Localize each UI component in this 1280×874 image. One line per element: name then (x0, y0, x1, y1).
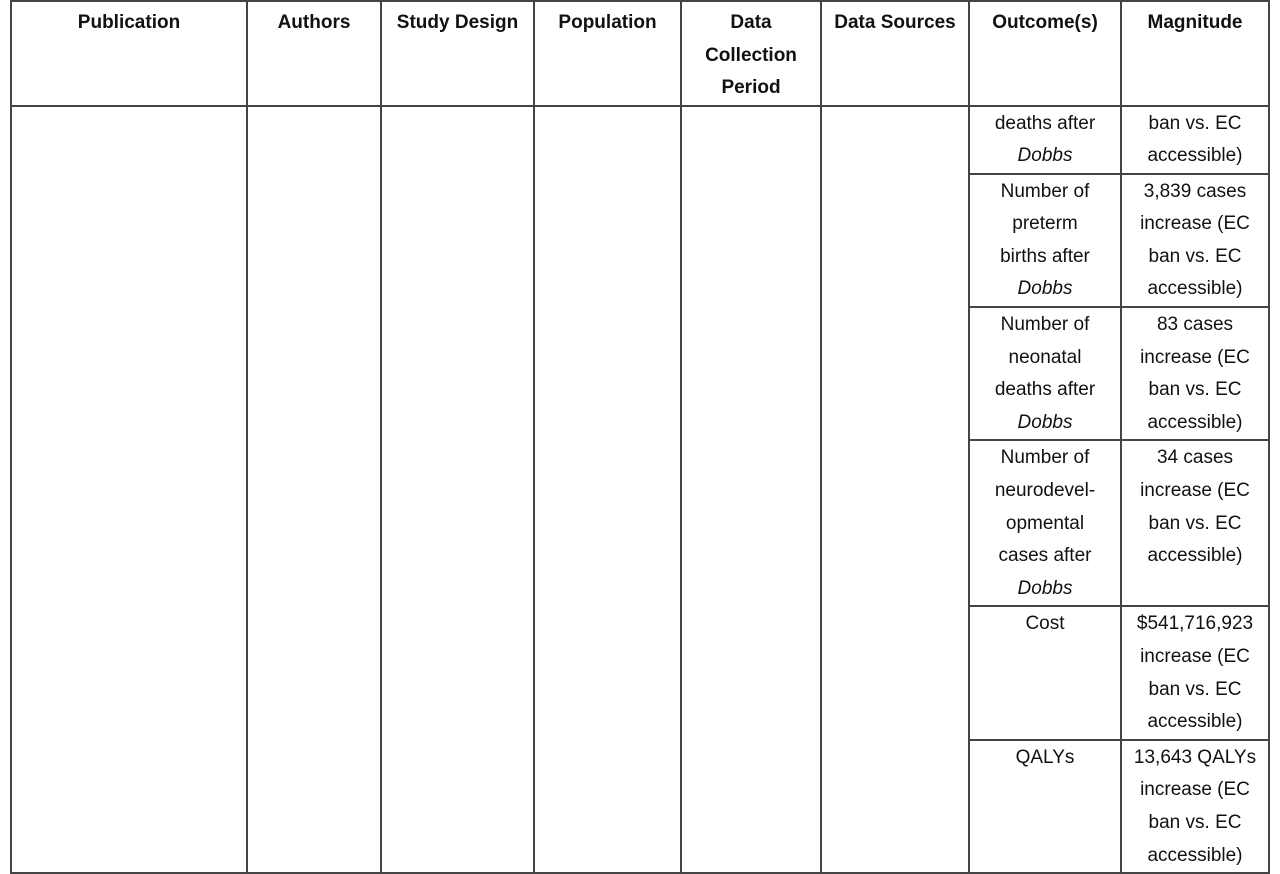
outcome-line: cases after (998, 545, 1092, 567)
magnitude-line: increase (EC (1140, 213, 1250, 235)
header-data-collection-period (681, 1, 821, 106)
outcome-line: QALYs (1015, 746, 1075, 768)
header-authors: Authors (247, 1, 381, 106)
magnitude-cell (1121, 106, 1269, 174)
magnitude-cell (1121, 307, 1269, 440)
authors-cell (247, 106, 381, 874)
outcome-line: Number of (1000, 447, 1090, 469)
magnitude-cell (1121, 740, 1269, 873)
outcome-cell (969, 307, 1121, 440)
magnitude-line: 34 cases (1156, 447, 1234, 469)
outcome-line: neurodevel- (994, 480, 1096, 502)
header-population: Population (534, 1, 681, 106)
header-outcomes: Outcome(s) (969, 1, 1121, 106)
outcome-line: Dobbs (1017, 278, 1073, 300)
magnitude-line: ban vs. EC (1148, 811, 1242, 833)
outcome-cell (969, 740, 1121, 873)
magnitude-cell (1121, 606, 1269, 739)
magnitude-line: ban vs. EC (1148, 112, 1242, 134)
header-magnitude: Magnitude (1121, 1, 1269, 106)
magnitude-line: $541,716,923 (1136, 613, 1254, 635)
outcome-line: preterm (1012, 213, 1078, 235)
outcome-line: Dobbs (1017, 145, 1073, 167)
magnitude-line: accessible) (1147, 145, 1243, 167)
magnitude-line: 3,839 cases (1143, 180, 1247, 202)
header-study-design: Study Design (381, 1, 534, 106)
outcome-line: Dobbs (1017, 577, 1073, 599)
header-line: Period (721, 77, 781, 98)
outcome-line: Number of (1000, 180, 1090, 202)
magnitude-line: ban vs. EC (1148, 678, 1242, 700)
magnitude-line: increase (EC (1140, 779, 1250, 801)
outcome-line: opmental (1005, 512, 1085, 534)
header-publication: Publication (11, 1, 247, 106)
population-cell (534, 106, 681, 874)
data-collection-period-cell (681, 106, 821, 874)
header-line: Collection (705, 44, 797, 66)
outcome-line: deaths after (994, 379, 1096, 401)
outcome-line: neonatal (1008, 346, 1082, 368)
header-data-sources: Data Sources (821, 1, 969, 106)
magnitude-line: ban vs. EC (1148, 512, 1242, 534)
magnitude-line: accessible) (1147, 278, 1243, 300)
outcome-cell (969, 106, 1121, 174)
magnitude-cell (1121, 440, 1269, 606)
publication-cell (11, 106, 247, 874)
magnitude-line: increase (EC (1140, 646, 1250, 667)
data-sources-cell (821, 106, 969, 874)
magnitude-line: increase (EC (1140, 480, 1250, 502)
magnitude-line: 83 cases (1156, 314, 1234, 336)
magnitude-line: accessible) (1147, 411, 1243, 433)
outcome-cell (969, 174, 1121, 307)
magnitude-line: accessible) (1147, 545, 1243, 567)
magnitude-line: accessible) (1147, 844, 1243, 866)
magnitude-cell (1121, 174, 1269, 307)
outcome-line: Number of (1000, 314, 1090, 336)
magnitude-line: 13,643 QALYs (1133, 746, 1257, 768)
magnitude-line: ban vs. EC (1148, 379, 1242, 401)
outcome-line: Cost (1025, 613, 1065, 635)
table-header-row (11, 1, 1269, 106)
evidence-table (10, 0, 1270, 874)
outcome-cell (969, 606, 1121, 739)
outcome-line: Dobbs (1017, 411, 1073, 433)
study-design-cell (381, 106, 534, 874)
outcome-line: births after (1000, 245, 1090, 267)
magnitude-line: accessible) (1147, 711, 1243, 733)
magnitude-line: increase (EC (1140, 346, 1250, 368)
table-row (11, 106, 1269, 174)
outcome-line: deaths after (994, 112, 1096, 134)
outcome-cell (969, 440, 1121, 606)
magnitude-line: ban vs. EC (1148, 245, 1242, 267)
header-line: Data (730, 12, 772, 33)
